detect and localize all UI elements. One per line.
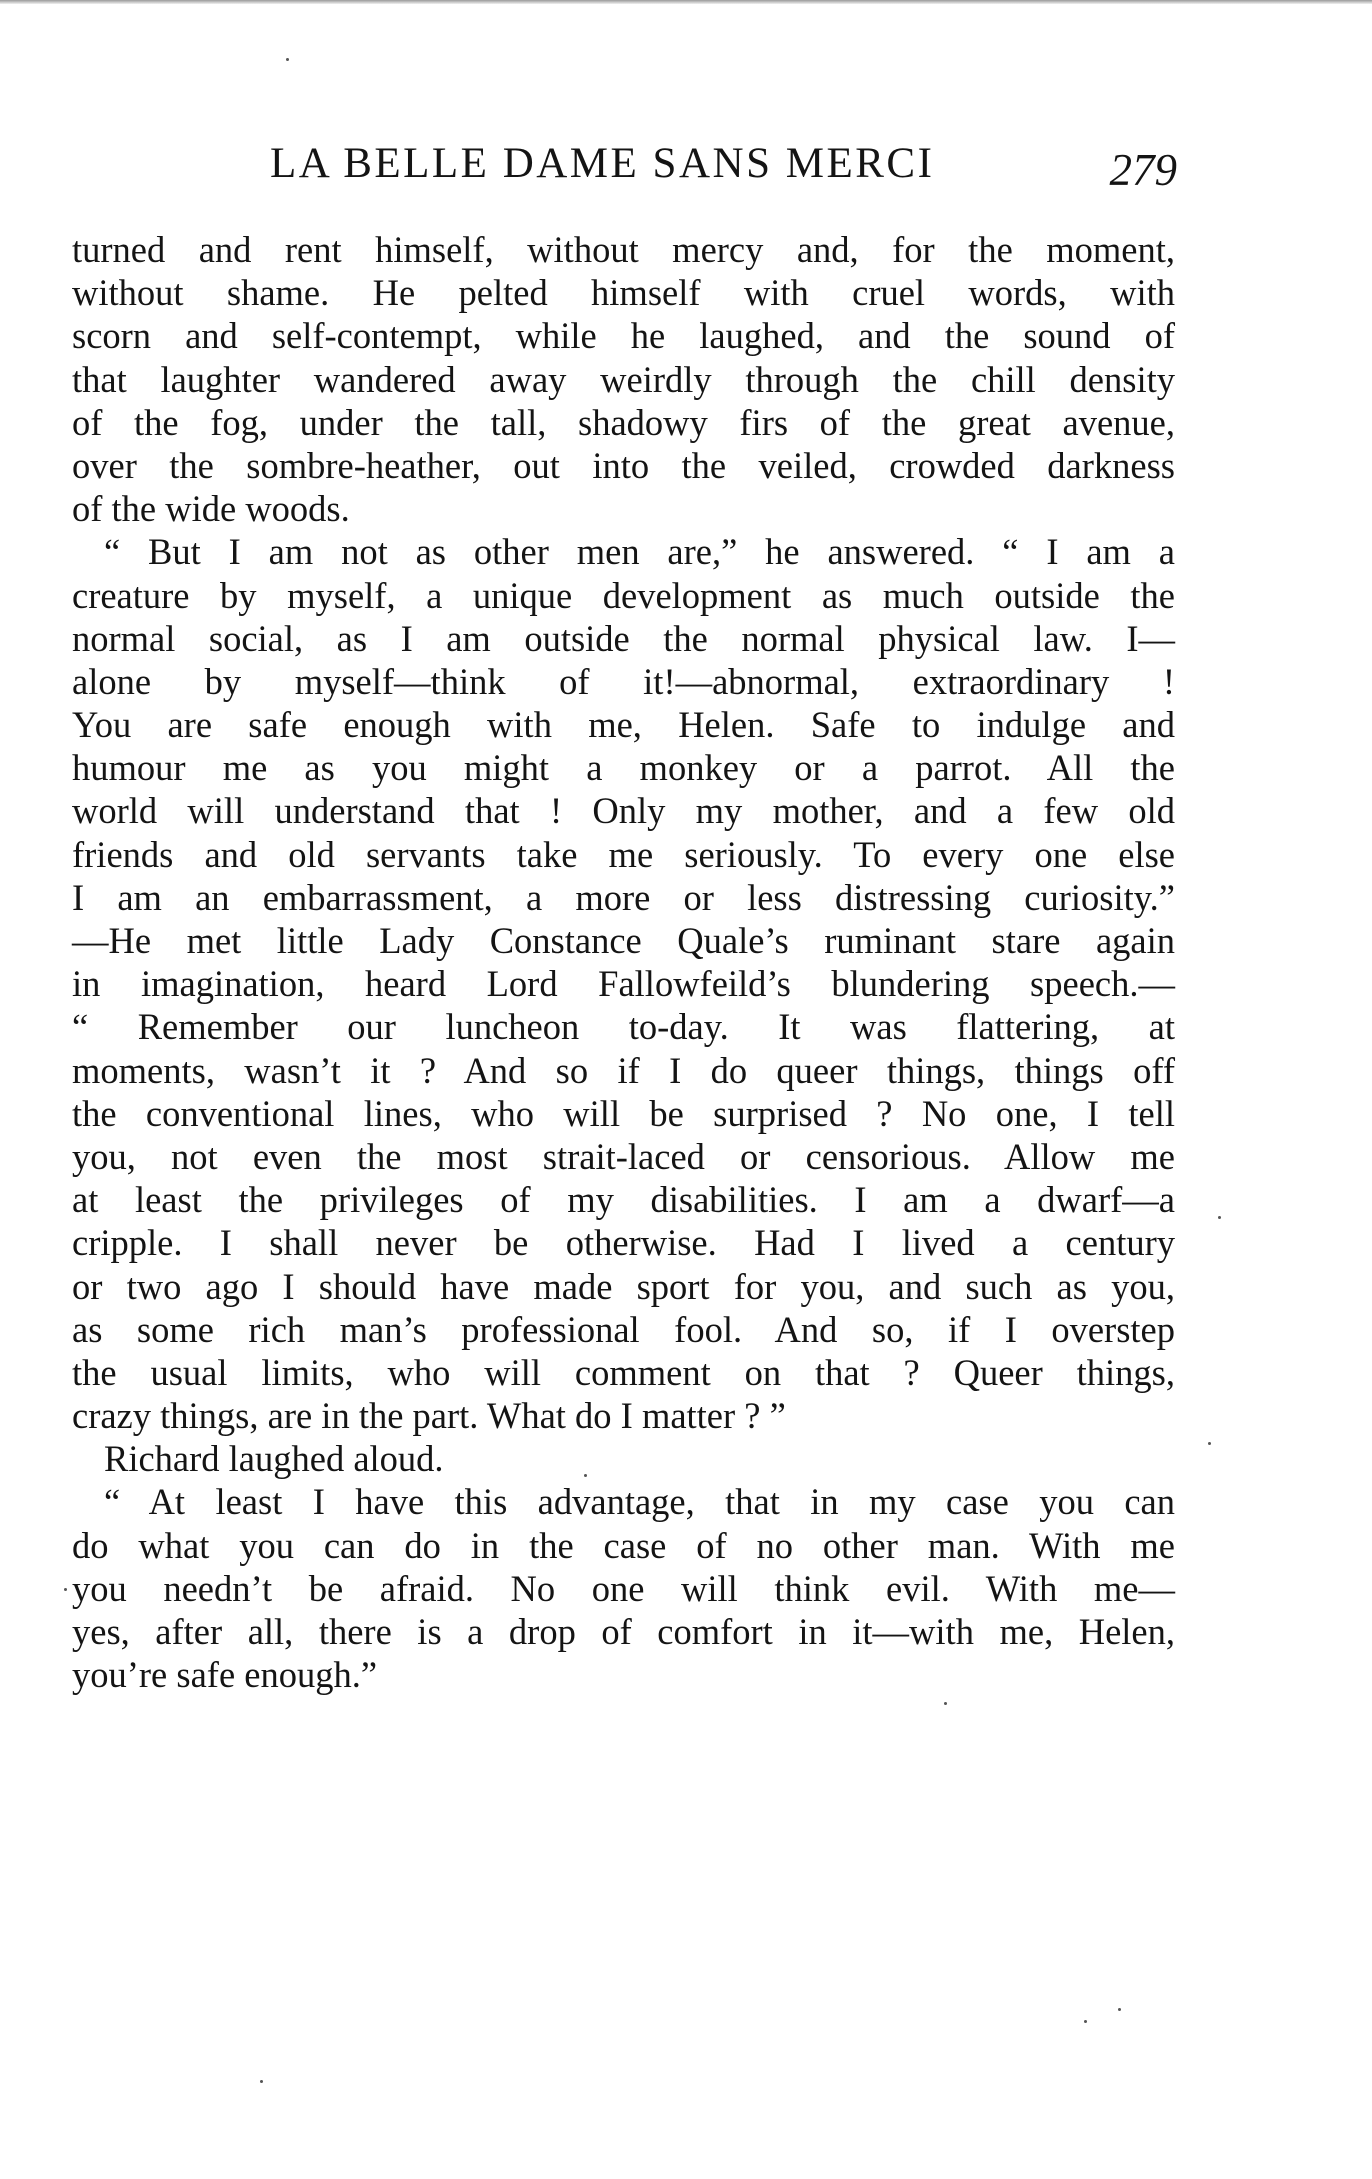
text-line: scorn and self-contempt, while he laughed, and the sound of [72, 315, 1175, 357]
text-line: —He met little Lady Constance Quale’s ruminant stare again [72, 920, 1175, 961]
text-line: You are safe enough with me, Helen. Safe to indulge and [72, 704, 1175, 746]
text-line: “ At least I have this advantage, that in my case you can [104, 1481, 1175, 1523]
text-line: that laughter wandered away weirdly through the chill density [72, 358, 1175, 400]
text-line: creature by myself, a unique development as much outside the [72, 574, 1175, 616]
text-line: turned and rent himself, without mercy and, for the moment, [72, 229, 1175, 270]
text-line: normal social, as I am outside the normal physical law. I— [72, 617, 1175, 659]
body-text [72, 228, 1175, 1696]
paper-speck [584, 1474, 587, 1477]
text-line: over the sombre-heather, out into the veiled, crowded darkness [72, 444, 1175, 486]
paper-speck [1208, 1442, 1211, 1445]
text-line: or two ago I should have made sport for you, and such as you, [72, 1265, 1175, 1307]
text-line: “ Remember our luncheon to-day. It was flattering, at [72, 1006, 1175, 1048]
paper-speck [1218, 1216, 1221, 1219]
text-line: without shame. He pelted himself with cruel words, with [72, 272, 1175, 314]
text-line: in imagination, heard Lord Fallowfeild’s blundering speech.— [72, 963, 1175, 1005]
text-line: Richard laughed aloud. [104, 1438, 444, 1480]
text-line: cripple. I shall never be otherwise. Had I lived a century [72, 1222, 1175, 1264]
running-title: LA BELLE DAME SANS MERCI [270, 140, 935, 187]
text-line: do what you can do in the case of no other man. With me [72, 1524, 1175, 1566]
text-line: as some rich man’s professional fool. And so, if I overstep [72, 1308, 1175, 1350]
paper-speck [1084, 2020, 1087, 2023]
text-line: friends and old servants take me seriously. To every one else [72, 833, 1175, 875]
text-line: you’re safe enough.” [72, 1654, 378, 1696]
text-line: moments, wasn’t it ? And so if I do queer things, things off [72, 1049, 1175, 1091]
text-line: you, not even the most strait-laced or censorious. Allow me [72, 1135, 1175, 1177]
text-line: the usual limits, who will comment on that ? Queer things, [72, 1351, 1175, 1393]
text-line: alone by myself—think of it!—abnormal, extraordinary ! [72, 660, 1175, 702]
paper-speck [944, 1702, 947, 1705]
running-head [70, 134, 1185, 194]
page-number: 279 [1109, 145, 1177, 195]
text-line: the conventional lines, who will be surprised ? No one, I tell [72, 1092, 1175, 1134]
paper-speck [260, 2080, 263, 2083]
paper-speck [1118, 2008, 1121, 2011]
scan-edge [0, 0, 1372, 4]
text-line: yes, after all, there is a drop of comfort in it—with me, Helen, [72, 1611, 1175, 1652]
text-line: you needn’t be afraid. No one will think evil. With me— [72, 1567, 1175, 1609]
text-line: of the fog, under the tall, shadowy firs of the great avenue, [72, 401, 1175, 443]
text-line: of the wide woods. [72, 488, 350, 530]
text-line: crazy things, are in the part. What do I matter ? ” [72, 1395, 786, 1437]
text-line: “ But I am not as other men are,” he answered. “ I am a [104, 531, 1175, 573]
text-line: I am an embarrassment, a more or less distressing curiosity.” [72, 876, 1175, 918]
paper-speck [286, 58, 289, 61]
paper-speck [64, 1588, 67, 1591]
text-line: humour me as you might a monkey or a parrot. All the [72, 747, 1175, 789]
text-line: at least the privileges of my disabilities. I am a dwarf—a [72, 1179, 1175, 1221]
text-line: world will understand that ! Only my mother, and a few old [72, 790, 1175, 832]
